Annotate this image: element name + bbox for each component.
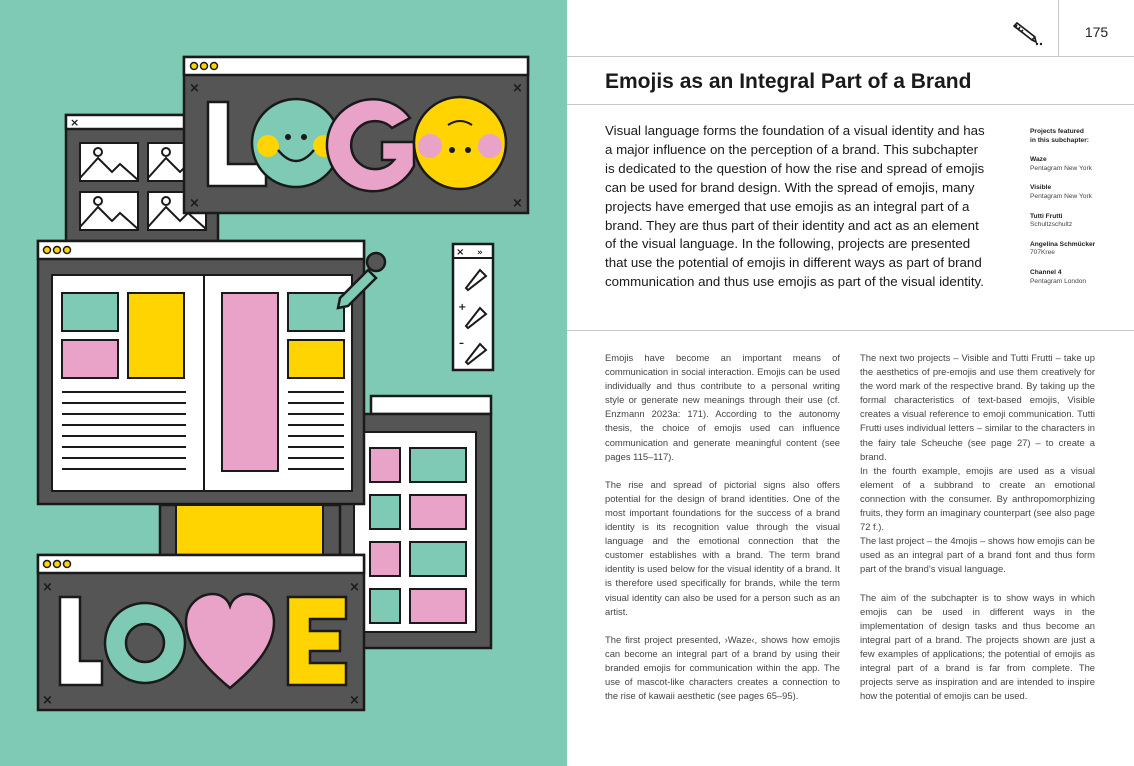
body-column-1 — [605, 351, 840, 703]
body-paragraph: In the fourth example, emojis are used as a visual element of a subbrand to create an emotional connection with the consumer. By anthropomorphizing fruits, they form an imaginary counterpart (see also page 72 f.). — [860, 464, 1096, 533]
project-item — [1030, 269, 1130, 286]
project-credit: Schultzschultz — [1030, 221, 1073, 229]
intro-paragraph — [605, 122, 987, 292]
project-item — [1030, 184, 1130, 201]
project-credit: Pentagram New York — [1030, 164, 1092, 172]
body-paragraph: The aim of the subchapter is to show ways in which emojis can be used in different ways in the implementation of design tasks and thus become an integral part of a brand. The projects shown are just a few examples of applications; the potential of emojis as integral part of a brand is far from complete. The projects serve as inspiration and are intended to inspire how the potential of emojis can be used. — [860, 591, 1095, 702]
project-credit: Pentagram London — [1030, 277, 1087, 285]
close-icon: × — [42, 693, 53, 708]
logo-window — [184, 57, 528, 213]
smiley-face-yellow-icon — [414, 97, 506, 189]
project-credit: 707Kree — [1030, 249, 1055, 257]
tool-palette — [453, 244, 493, 370]
body-paragraph: The first project presented, ›Waze‹, shows how emojis can become an integral part of a brand by using their branded emojis for communication within the app. The use of mascot-like characters creates a connection to the rise of kawaii aesthetic (see pages 65–95). — [605, 633, 840, 702]
project-name: Visible — [1030, 184, 1052, 192]
body-column-2 — [860, 351, 1095, 703]
close-icon: × — [42, 580, 53, 595]
letter-o — [105, 603, 185, 683]
body-paragraph: Emojis have become an important means of communication in social interaction. Emojis can be used individually and thus contribute to a personal writing style or generate new meanings through their use (cf. Enzmann 2023a: 171). According to the autonomy thesis, the choice of emojis used can influence communication and generate meaningful content (see pages 115–117). — [605, 352, 840, 462]
page-number: 175 — [1084, 24, 1109, 40]
project-item — [1030, 213, 1130, 230]
layout-window — [38, 241, 364, 504]
close-icon: × — [512, 196, 523, 211]
close-icon: × — [189, 81, 200, 96]
close-icon: × — [70, 116, 80, 129]
header-rule — [567, 56, 1134, 57]
project-name: Waze — [1030, 156, 1047, 164]
expand-icon: » — [477, 248, 483, 258]
close-icon: × — [189, 196, 200, 211]
text-page — [567, 0, 1134, 766]
body-paragraph: The rise and spread of pictorial signs also offers potential for the design of brand identities. One of the most important foundations for the success of a brand identity is its recognition value through the visual language and the emotional connection that the customer establishes with a brand. The term brand identity is used below for the visual identity of a brand. It is therefore used specifically for brands, while the term visual identity can also be used for a person such as an artist. — [605, 478, 840, 617]
projects-featured-heading-line: Projects featured — [1030, 128, 1084, 135]
add-anchor-icon: + — [458, 302, 467, 313]
remove-anchor-icon: – — [459, 338, 464, 349]
close-icon: × — [456, 247, 465, 258]
projects-featured-heading-line: in this subchapter: — [1030, 136, 1089, 144]
intro-text: Visual language forms the foundation of a visual identity and has a major influence on the perception of a brand. This subchapter is dedicated to the question of how the rise and spread of emojis can be used for brand design. With the spread of emojis, many projects have emerged that use emojis as an integral part of a brand. They are thus part of their identity and act as an element of the visual language. In the following, projects are presented that use the potential of emojis in different ways as part of brand communication and thus use emojis as part of the visual identity. — [605, 123, 985, 290]
title-rule — [567, 104, 1134, 105]
letter-e — [288, 597, 346, 685]
body-rule — [567, 330, 1134, 331]
project-credit: Pentagram New York — [1030, 192, 1092, 200]
chapter-title: Emojis as an Integral Part of a Brand — [605, 70, 972, 93]
window-dots — [191, 63, 218, 70]
project-name: Tutti Frutti — [1030, 212, 1063, 220]
project-name: Angelina Schmücker — [1030, 240, 1096, 248]
projects-featured — [1030, 128, 1130, 297]
body-paragraph: The next two projects – Visible and Tutti Frutti – take up the aesthetics of pre-emojis and use them creatively for the word mark of the respective brand. By taking up the formal characteristics of text-based emojis, Visible creates a visual reference to emoji communication. Tutti Frutti uses individual letters – similar to the characters in the fairy tale Scheuche (see page 27) – to create a brand. — [860, 352, 1095, 462]
project-item — [1030, 241, 1130, 258]
close-icon: × — [512, 81, 523, 96]
pen-with-smiley-icon — [1011, 20, 1043, 48]
love-window — [38, 555, 364, 710]
close-icon: × — [349, 693, 360, 708]
project-item — [1030, 156, 1130, 173]
body-paragraph: The last project – the 4mojis – shows how emojis can be used as an integral part of a brand font and thus form part of the brand’s visual language. — [860, 535, 1095, 575]
projects-featured-heading — [1030, 128, 1130, 145]
close-icon: × — [349, 580, 360, 595]
project-name: Channel 4 — [1030, 268, 1062, 276]
